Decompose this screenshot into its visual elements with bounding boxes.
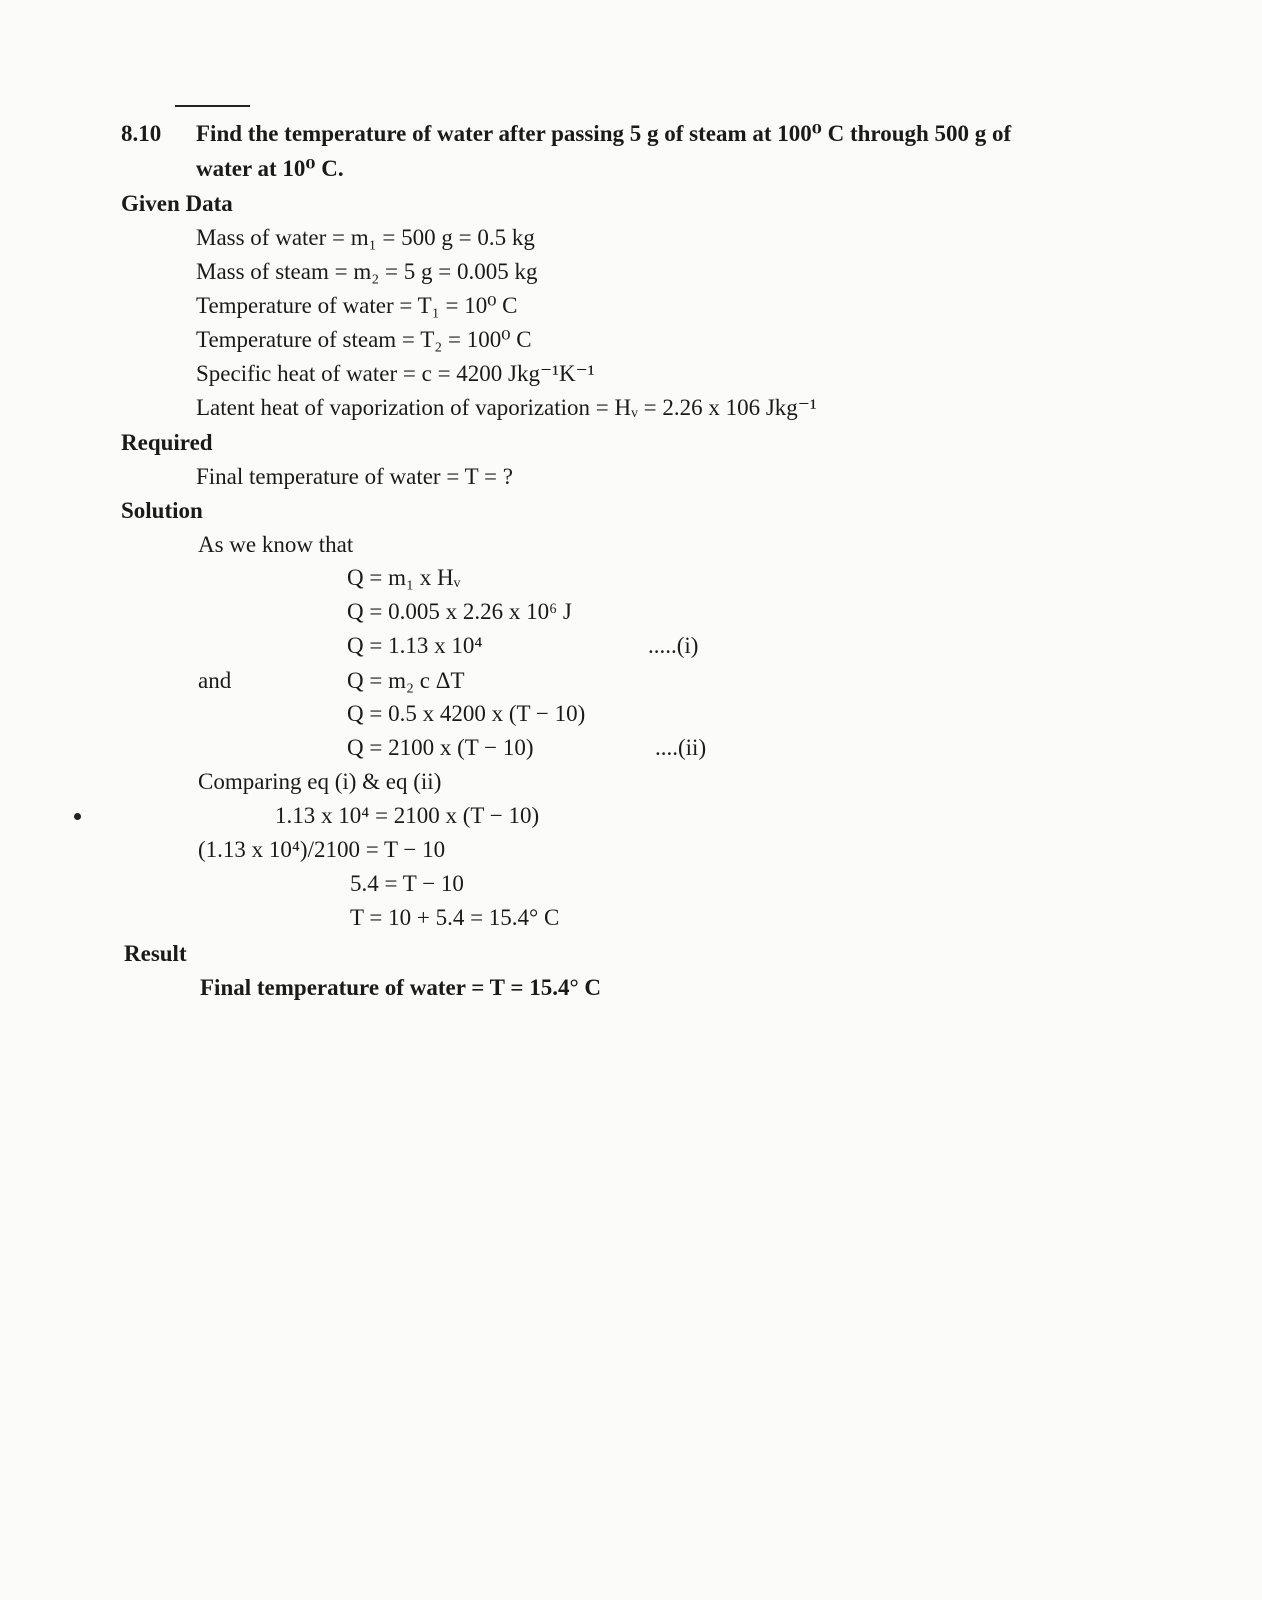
equation-line: Q = m₂ c ΔT [347, 668, 465, 693]
given-item: Mass of water = m₁ = 500 g = 0.5 kg [196, 225, 535, 250]
equation-line: Q = 1.13 x 10⁴ [347, 633, 483, 658]
given-item: Latent heat of vaporization of vaporization = Hᵥ = 2.26 x 106 Jkg⁻¹ [196, 395, 817, 420]
result-heading: Result [124, 941, 187, 966]
given-heading: Given Data [121, 191, 233, 216]
given-item: Temperature of steam = T₂ = 100⁰ C [196, 327, 532, 352]
equation-line: Q = m₁ x Hᵥ [347, 565, 461, 590]
top-rule [175, 105, 250, 107]
equation-label-ii: ....(ii) [655, 735, 707, 760]
step-line: (1.13 x 10⁴)/2100 = T − 10 [198, 837, 446, 862]
equation-line: Q = 0.005 x 2.26 x 10⁶ J [347, 599, 572, 624]
result-text: Final temperature of water = T = 15.4° C [200, 975, 602, 1000]
step-line: 5.4 = T − 10 [350, 871, 464, 896]
given-item: Mass of steam = m₂ = 5 g = 0.005 kg [196, 259, 538, 284]
required-heading: Required [121, 430, 213, 455]
given-item: Temperature of water = T₁ = 10⁰ C [196, 293, 518, 318]
comparing-text: Comparing eq (i) & eq (ii) [198, 769, 442, 794]
solution-intro: As we know that [198, 532, 354, 557]
step-line: T = 10 + 5.4 = 15.4° C [350, 905, 560, 930]
problem-statement-line2: water at 10⁰ C. [196, 156, 344, 181]
equation-line: Q = 0.5 x 4200 x (T − 10) [347, 701, 586, 726]
step-line: 1.13 x 10⁴ = 2100 x (T − 10) [275, 803, 540, 828]
and-label: and [198, 668, 232, 693]
equation-label-i: .....(i) [648, 633, 699, 658]
required-item: Final temperature of water = T = ? [196, 464, 513, 489]
problem-statement-line1: Find the temperature of water after passing 5 g of steam at 100⁰ C through 500 g of [196, 121, 1012, 146]
margin-dot [74, 813, 81, 820]
equation-line: Q = 2100 x (T − 10) [347, 735, 534, 760]
given-item: Specific heat of water = c = 4200 Jkg⁻¹K⁻¹ [196, 361, 595, 386]
problem-number: 8.10 [121, 121, 162, 146]
solution-heading: Solution [121, 498, 203, 523]
